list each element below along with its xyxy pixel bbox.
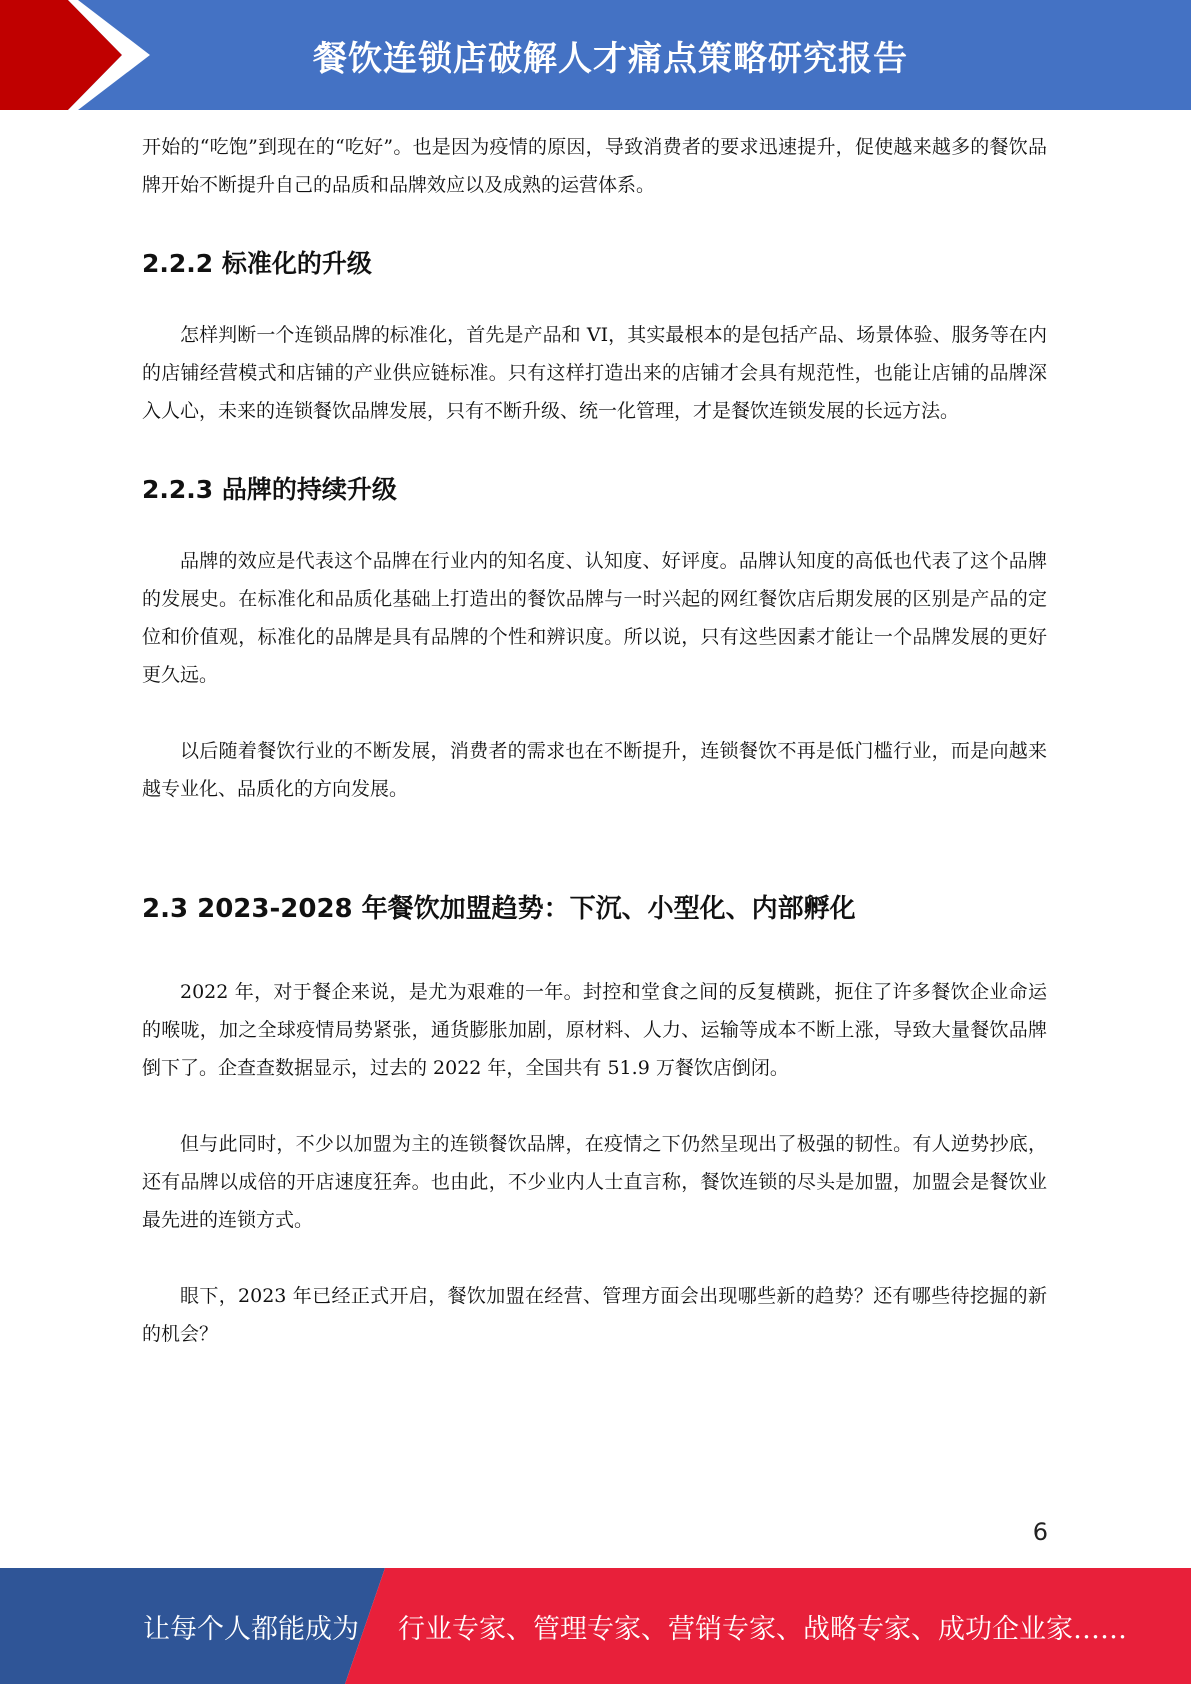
document-body [142, 128, 1047, 1353]
section-2-3-paragraph-1: 2022 年，对于餐企来说，是尤为艰难的一年。封控和堂食之间的反复横跳，扼住了许多餐饮企业命运的喉咙，加之全球疫情局势紧张，通货膨胀加剧，原材料、人力、运输等成本不断上涨，导致大量餐饮品牌倒下了。企查查数据显示，过去的 2022 年，全国共有 51.9 万餐饮店倒闭。 [142, 981, 1047, 1079]
intro-paragraph: 开始的“吃饱”到现在的“吃好”。也是因为疫情的原因，导致消费者的要求迅速提升，促使越来越多的餐饮品牌开始不断提升自己的品质和品牌效应以及成熟的运营体系。 [142, 136, 1047, 196]
page-header [0, 0, 1191, 110]
section-2-2-2-paragraph: 怎样判断一个连锁品牌的标准化，首先是产品和 VI，其实最根本的是包括产品、场景体验、服务等在内的店铺经营模式和店铺的产业供应链标准。只有这样打造出来的店铺才会具有规范性，也能让店铺的品牌深入人心，未来的连锁餐饮品牌发展，只有不断升级、统一化管理，才是餐饮连锁发展的长远方法。 [142, 324, 1047, 422]
section-2-2-3-paragraph-1: 品牌的效应是代表这个品牌在行业内的知名度、认知度、好评度。品牌认知度的高低也代表了这个品牌的发展史。在标准化和品质化基础上打造出的餐饮品牌与一时兴起的网红餐饮店后期发展的区别是产品的定位和价值观，标准化的品牌是具有品牌的个性和辨识度。所以说，只有这些因素才能让一个品牌发展的更好更久远。 [142, 550, 1047, 686]
report-title: 餐饮连锁店破解人才痛点策略研究报告 [313, 38, 908, 79]
section-2-3-paragraph-2: 但与此同时，不少以加盟为主的连锁餐饮品牌，在疫情之下仍然呈现出了极强的韧性。有人逆势抄底，还有品牌以成倍的开店速度狂奔。也由此，不少业内人士直言称，餐饮连锁的尽头是加盟，加盟会是餐饮业最先进的连锁方式。 [142, 1133, 1047, 1231]
section-2-2-3-paragraph-2: 以后随着餐饮行业的不断发展，消费者的需求也在不断提升，连锁餐饮不再是低门槛行业，而是向越来越专业化、品质化的方向发展。 [142, 740, 1047, 800]
section-2-3-paragraph-3: 眼下，2023 年已经正式开启，餐饮加盟在经营、管理方面会出现哪些新的趋势？还有哪些待挖掘的新的机会？ [142, 1285, 1047, 1345]
page-footer [0, 1568, 1191, 1684]
page-number: 6 [1032, 1518, 1048, 1546]
footer-slogan-right: 行业专家、管理专家、营销专家、战略专家、成功企业家…… [398, 1613, 1127, 1645]
footer-slogan-left: 让每个人都能成为 [143, 1613, 359, 1645]
section-2-3-heading: 2.3 2023-2028 年餐饮加盟趋势：下沉、小型化、内部孵化 [142, 894, 856, 924]
section-2-2-2-heading: 2.2.2 标准化的升级 [142, 249, 372, 278]
section-2-2-3-heading: 2.2.3 品牌的持续升级 [142, 475, 397, 504]
header-arrow-decoration [0, 0, 150, 110]
